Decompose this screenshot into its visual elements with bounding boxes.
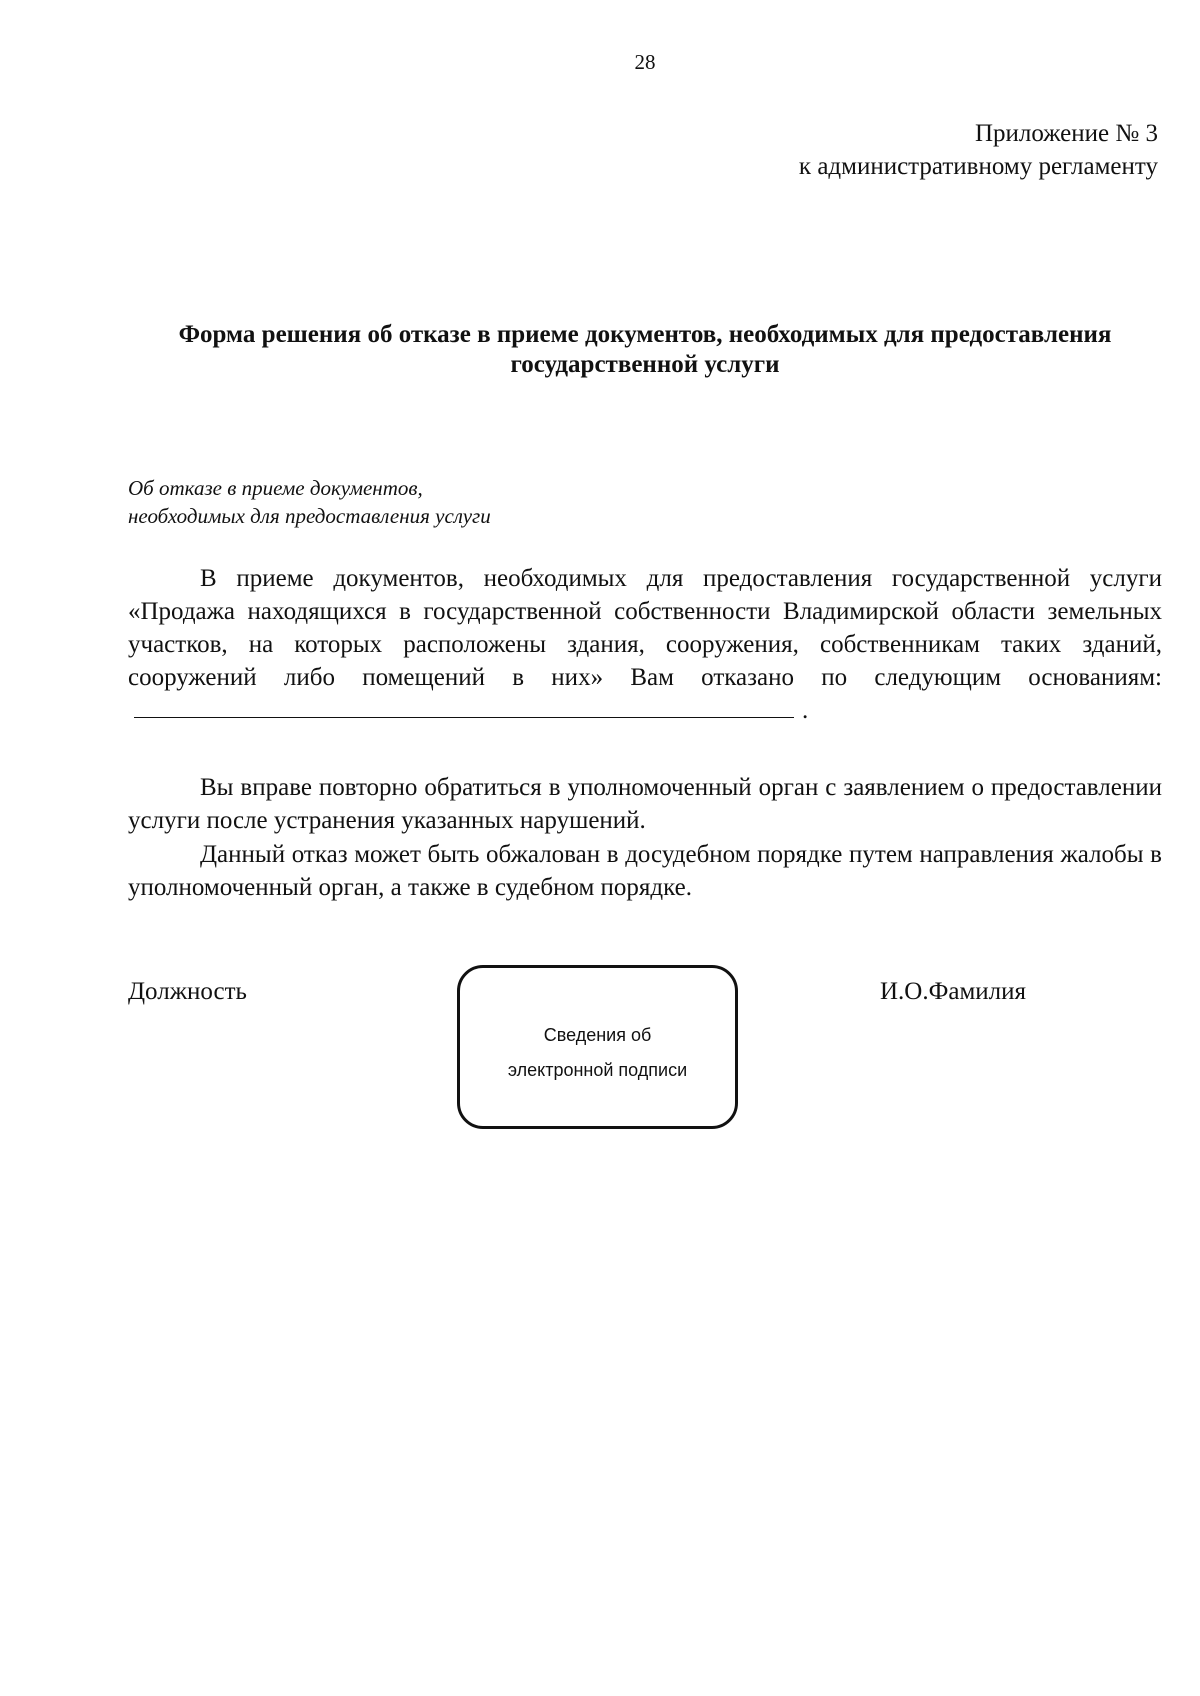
grounds-blank-field[interactable] <box>134 695 794 718</box>
refusal-paragraph <box>128 562 1162 727</box>
reapply-paragraph: Вы вправе повторно обратиться в уполномоченный орган с заявлением о предоставлении услуги после устранения указанных нарушений. <box>128 774 1162 834</box>
appeal-paragraph: Данный отказ может быть обжалован в досудебном порядке путем направления жалобы в уполномоченный орган, а также в судебном порядке. <box>128 841 1162 901</box>
signature-box-line-1: Сведения об <box>543 1025 652 1045</box>
subject-line-2: необходимых для предоставления услуги <box>128 504 491 528</box>
appendix-number: Приложение № 3 <box>974 120 1158 147</box>
refusal-text: В приеме документов, необходимых для предоставления государственной услуги «Продажа находящихся в государственной собственности Владимирской области земельных участков, на которых расположены здания, сооружения, собственникам таких зданий, сооружений либо помещений в них» Вам отказано по следующим основаниям: <box>128 565 1162 691</box>
page-number: 28 <box>634 50 656 74</box>
appendix-header <box>799 117 1158 183</box>
subject-line-1: Об отказе в приеме документов, <box>128 476 423 500</box>
document-title: Форма решения об отказе в приеме документов, необходимых для предоставления государственной услуги <box>178 321 1112 378</box>
signature-box-line-2: электронной подписи <box>507 1060 688 1080</box>
subject-line <box>128 474 491 530</box>
position-label: Должность <box>128 978 247 1005</box>
name-label: И.О.Фамилия <box>880 978 1027 1005</box>
refusal-text-end: . <box>802 697 809 724</box>
electronic-signature-box <box>457 965 738 1129</box>
appendix-reference: к административному регламенту <box>798 153 1158 180</box>
